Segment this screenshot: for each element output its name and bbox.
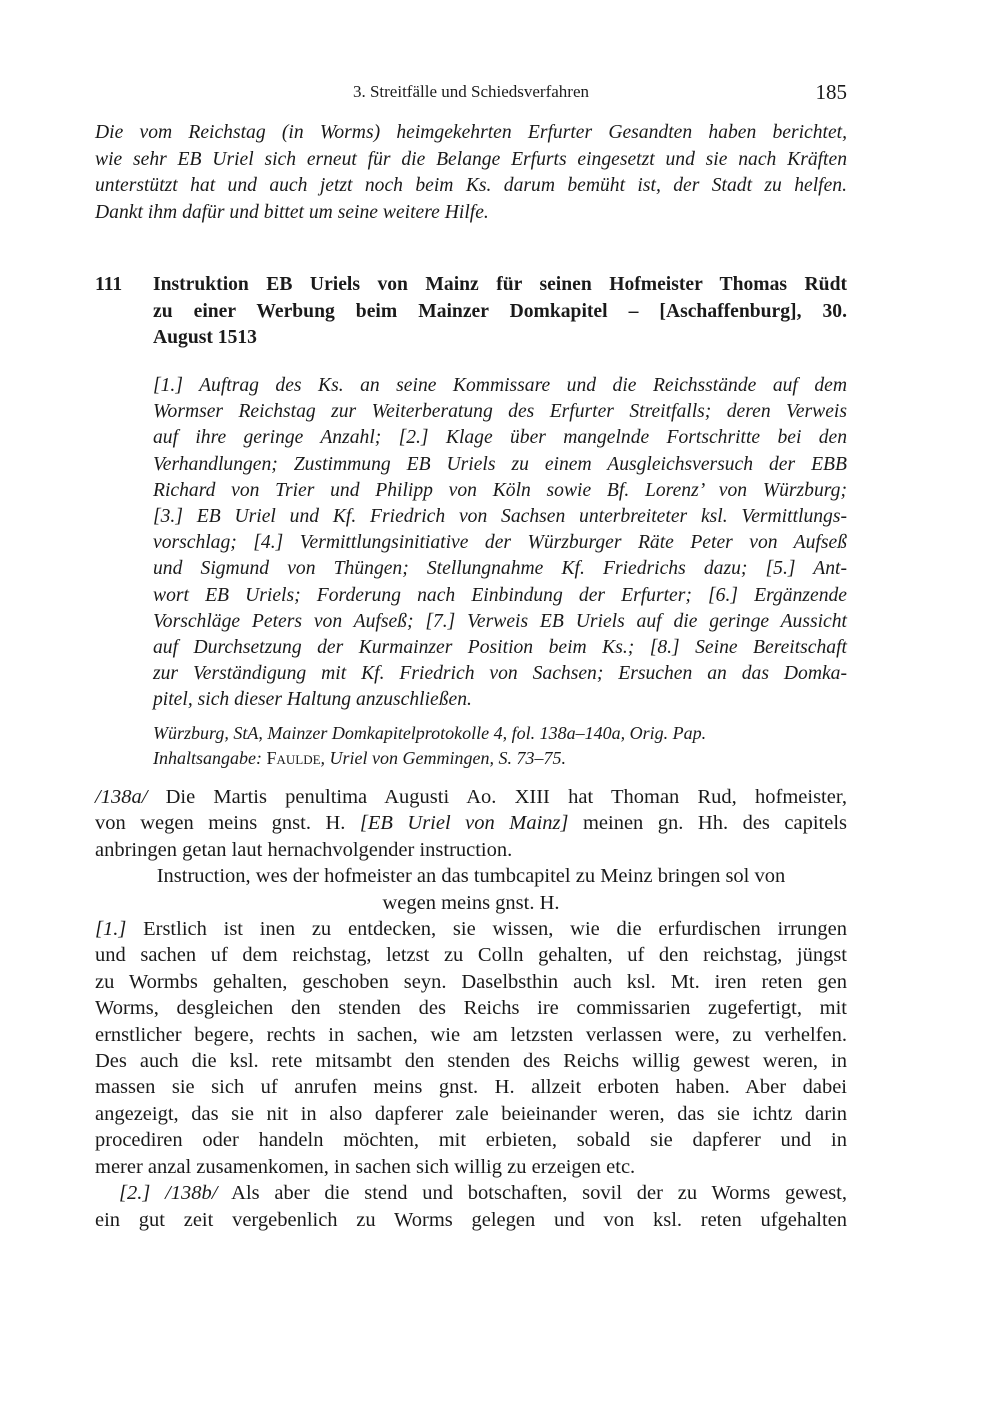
body-line: [2.] /138b/ Als aber die stend und botschaften, sovil der zu Worms gewest, bbox=[119, 1182, 847, 1205]
regest-line: Wormser Reichstag zur Weiterberatung des Erfurter Streitfalls; deren Verweis bbox=[153, 401, 847, 423]
body-line: von wegen meins gnst. H. [EB Uriel von Mainz] meinen gn. Hh. des capitels bbox=[95, 812, 847, 835]
folio-marker: /138a/ bbox=[95, 786, 148, 808]
summary-reference bbox=[153, 746, 847, 771]
document-regest bbox=[153, 373, 847, 714]
regest-line: und Sigmund von Thüngen; Stellungnahme Kf. Friedrichs dazu; [5.] Ant- bbox=[153, 558, 847, 580]
regest-line: auf Durchsetzung der Kurmainzer Position beim Ks.; [8.] Seine Bereitschaft bbox=[153, 637, 847, 659]
regest-line: Vorschläge Peters von Aufseß; [7.] Verweis EB Uriels auf die geringe Aussicht bbox=[153, 610, 847, 632]
regest-line: zur Verständigung mit Kf. Friedrich von Sachsen; Ersuchen an das Domka- bbox=[153, 663, 847, 685]
page-number: 185 bbox=[815, 80, 847, 104]
chapter-title: 3. Streitfälle und Schiedsverfahren bbox=[352, 82, 590, 101]
section-marker: [2.] /138b/ bbox=[119, 1182, 218, 1205]
instruction-heading: wegen meins gnst. H. bbox=[382, 891, 560, 914]
body-line: anbringen getan laut hernachvolgender instruction. bbox=[95, 838, 513, 861]
body-line: Worms, desgleichen den stenden des Reichs ire commissarien zugefertigt, mit bbox=[95, 997, 847, 1020]
regest-line: wort EB Uriels; Forderung nach Einbindung der Erfurter; [6.] Ergänzende bbox=[153, 584, 847, 606]
document-number: 111 bbox=[95, 274, 123, 295]
regest-line: pitel, sich dieser Haltung anzuschließen. bbox=[153, 689, 472, 711]
regest-line: Richard von Trier und Philipp von Köln sowie Bf. Lorenz’ von Würzburg; bbox=[153, 479, 847, 501]
abstract-line: Die vom Reichstag (in Worms) heimgekehrten Erfurter Gesandten haben berichtet, bbox=[95, 122, 847, 143]
summary-label: Inhaltsangabe: bbox=[153, 747, 262, 768]
body-line: merer anzal zusamenkomen, in sachen sich willig zu erzeigen etc. bbox=[95, 1155, 636, 1178]
body-line: massen sie sich uf anrufen meins gnst. H. allzeit erboten haben. Aber dabei bbox=[95, 1076, 847, 1099]
running-head bbox=[95, 80, 847, 106]
regest-line: Verhandlungen; Zustimmung EB Uriels zu einem Ausgleichsversuch der EBB bbox=[153, 453, 847, 475]
title-line: August 1513 bbox=[153, 327, 257, 348]
editorial-insertion: [EB Uriel von Mainz] bbox=[359, 812, 569, 835]
body-line: ein gut zeit vergebenlich zu Worms gelegen und von ksl. reten ufgehalten bbox=[95, 1208, 847, 1231]
title-line: zu einer Werbung beim Mainzer Domkapitel – [Aschaffenburg], 30. bbox=[153, 300, 847, 322]
summary-work: , Uriel von Gemmingen, S. 73–75. bbox=[320, 747, 567, 768]
body-line: ernstlicher begere, rechts in sachen, wie am letzsten verlassen were, zu verhelfen. bbox=[95, 1023, 847, 1046]
body-line: und sachen uf dem reichstag, letzst zu Colln gehalten, uf den reichstag, jüngst bbox=[95, 944, 847, 967]
body-line: [1.] Erstlich ist inen zu entdecken, sie wissen, wie die erfurdischen irrungen bbox=[95, 918, 847, 941]
regest-line: [1.] Auftrag des Ks. an seine Kommissare und die Reichsstände auf dem bbox=[153, 375, 847, 396]
summary-author: Faulde bbox=[266, 747, 321, 768]
document-title bbox=[153, 272, 847, 352]
abstract-line: wie sehr EB Uriel sich erneut für die Belange Erfurts eingesetzt und sie nach Kräften bbox=[95, 148, 847, 170]
regest-line: vorschlag; [4.] Vermittlungsinitiative der Würzburger Räte Peter von Aufseß bbox=[153, 532, 847, 554]
title-line: Instruktion EB Uriels von Mainz für seinen Hofmeister Thomas Rüdt bbox=[153, 274, 847, 295]
abstract-line: Dankt ihm dafür und bittet um seine weitere Hilfe. bbox=[95, 201, 489, 223]
source-citation bbox=[153, 721, 847, 770]
body-line: angezeigt, das sie nit in also dapferer zale beieinander weren, das sie ichtz darin bbox=[95, 1102, 847, 1125]
body-line: Des auch die ksl. rete mitsambt den stenden des Reichs willig gewest weren, in bbox=[95, 1050, 847, 1073]
regest-line: [3.] EB Uriel und Kf. Friedrich von Sachsen unterbreiteter ksl. Vermittlungs- bbox=[153, 506, 847, 528]
abstract-line: unterstützt hat und auch jetzt noch beim Ks. darum bemüht ist, der Stadt zu helfen. bbox=[95, 175, 847, 196]
instruction-heading: Instruction, wes der hofmeister an das tumbcapitel zu Meinz bringen sol von bbox=[156, 865, 786, 888]
section-marker: [1.] bbox=[95, 918, 127, 941]
previous-document-abstract bbox=[95, 120, 847, 226]
edition-text bbox=[95, 784, 847, 1233]
body-line: /138a/ Die Martis penultima Augusti Ao. XIII hat Thoman Rud, hofmeister, bbox=[95, 786, 847, 808]
regest-line: auf ihre geringe Anzahl; [2.] Klage über mangelnde Fortschritte bei den bbox=[153, 427, 847, 449]
archive-reference: Würzburg, StA, Mainzer Domkapitelprotokolle 4, fol. 138a–140a, Orig. Pap. bbox=[153, 723, 707, 743]
body-line: zu Wormbs gehalten, geschoben seyn. Daselbsthin auch ksl. Mt. iren reten gen bbox=[95, 970, 847, 993]
body-line: procediren oder handeln möchten, mit erbieten, sobald sie dapferer und in bbox=[95, 1129, 847, 1152]
